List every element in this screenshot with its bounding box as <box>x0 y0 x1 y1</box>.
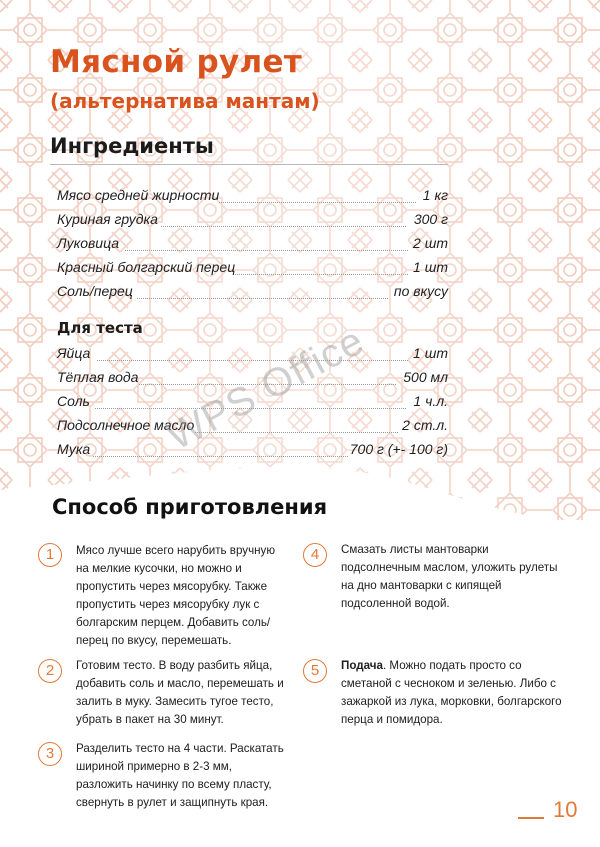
dotted-leader <box>137 298 388 299</box>
step-number-badge: 1 <box>38 543 62 567</box>
ingredient-qty: 2 ст.л. <box>402 417 448 433</box>
ingredients-heading: Ингредиенты <box>50 134 214 158</box>
ingredient-row <box>57 283 448 303</box>
dotted-leader <box>235 274 408 275</box>
step-body: Смазать листы мантоварки подсолнечным маслом, уложить рулеты на дно мантоварки с кипящей подсоленной водой. <box>341 543 558 610</box>
ingredient-qty: 1 шт <box>413 259 448 275</box>
ingredients-divider <box>50 164 448 165</box>
method-heading: Способ приготовления <box>52 495 328 519</box>
ingredient-row <box>57 187 448 207</box>
ingredient-qty: 1 кг <box>422 187 448 203</box>
ingredient-row <box>57 441 448 461</box>
ingredient-name: Соль <box>57 393 90 409</box>
ingredient-name: Подсолнечное масло <box>57 417 195 433</box>
ingredient-name: Куриная грудка <box>57 211 158 227</box>
page-number-rule <box>518 817 544 819</box>
page-number: 10 <box>553 797 578 822</box>
step-body: Готовим тесто. В воду разбить яйца, добавить соль и масло, перемешать и залить в муку. Замесить тугое тесто, убрать в пакет на 30 минут. <box>76 659 284 726</box>
ingredient-qty: по вкусу <box>393 283 448 299</box>
step-number-badge: 2 <box>38 659 62 683</box>
step-number-badge: 5 <box>303 659 327 683</box>
step-body: . Можно подать просто со сметаной с чесноком и зеленью. Либо с зажаркой из лука, морковки, болгарского перца и помидора. <box>341 659 562 726</box>
step-text <box>76 657 291 729</box>
ingredient-name: Красный болгарский перец <box>57 259 236 275</box>
ingredient-qty: 300 г <box>413 211 448 227</box>
step-text <box>76 740 291 812</box>
recipe-subtitle: (альтернатива мантам) <box>50 89 320 113</box>
ingredient-name: Мясо средней жирности <box>57 187 220 203</box>
ingredient-qty: 1 ч.л. <box>413 393 448 409</box>
ingredient-qty: 2 шт <box>413 235 448 251</box>
step-number-badge: 3 <box>38 742 62 766</box>
ingredient-name: Яйца <box>57 345 91 361</box>
recipe-title: Мясной рулет <box>50 44 303 80</box>
ingredient-qty: 1 шт <box>413 345 448 361</box>
ingredient-row <box>57 235 448 255</box>
step-text <box>341 657 571 729</box>
ingredient-name: Тёплая вода <box>57 369 139 385</box>
step-number-badge: 4 <box>303 543 327 567</box>
step-bold-lead: Подача <box>341 659 383 672</box>
step-body: Мясо лучше всего нарубить вручную на мелкие кусочки, но можно и пропустить через мясорубку. Также пропустить через мясорубку лук с болгарским перцем. Добавить соль/перец по вкусу, перемешать. <box>76 544 276 647</box>
dotted-leader <box>219 202 416 203</box>
dough-subheading: Для теста <box>57 319 143 337</box>
watermark: WPS Office <box>160 318 372 459</box>
step-body: Разделить тесто на 4 части. Раскатать шириной примерно в 2-3 мм, разложить начинку по всему пласту, свернуть в рулет и защипнуть края. <box>76 742 284 809</box>
dotted-leader <box>93 456 348 457</box>
dotted-leader <box>161 226 406 227</box>
ingredient-qty: 500 мл <box>403 369 448 385</box>
dotted-leader <box>125 250 408 251</box>
ingredient-row <box>57 259 448 279</box>
ingredient-name: Луковица <box>57 235 120 251</box>
ingredient-name: Соль/перец <box>57 283 133 299</box>
step-text <box>341 541 571 613</box>
ingredient-name: Мука <box>57 441 91 457</box>
step-text <box>76 542 291 650</box>
ingredient-row <box>57 345 448 365</box>
ingredient-row <box>57 211 448 231</box>
ingredient-qty: 700 г (+- 100 г) <box>349 441 448 457</box>
